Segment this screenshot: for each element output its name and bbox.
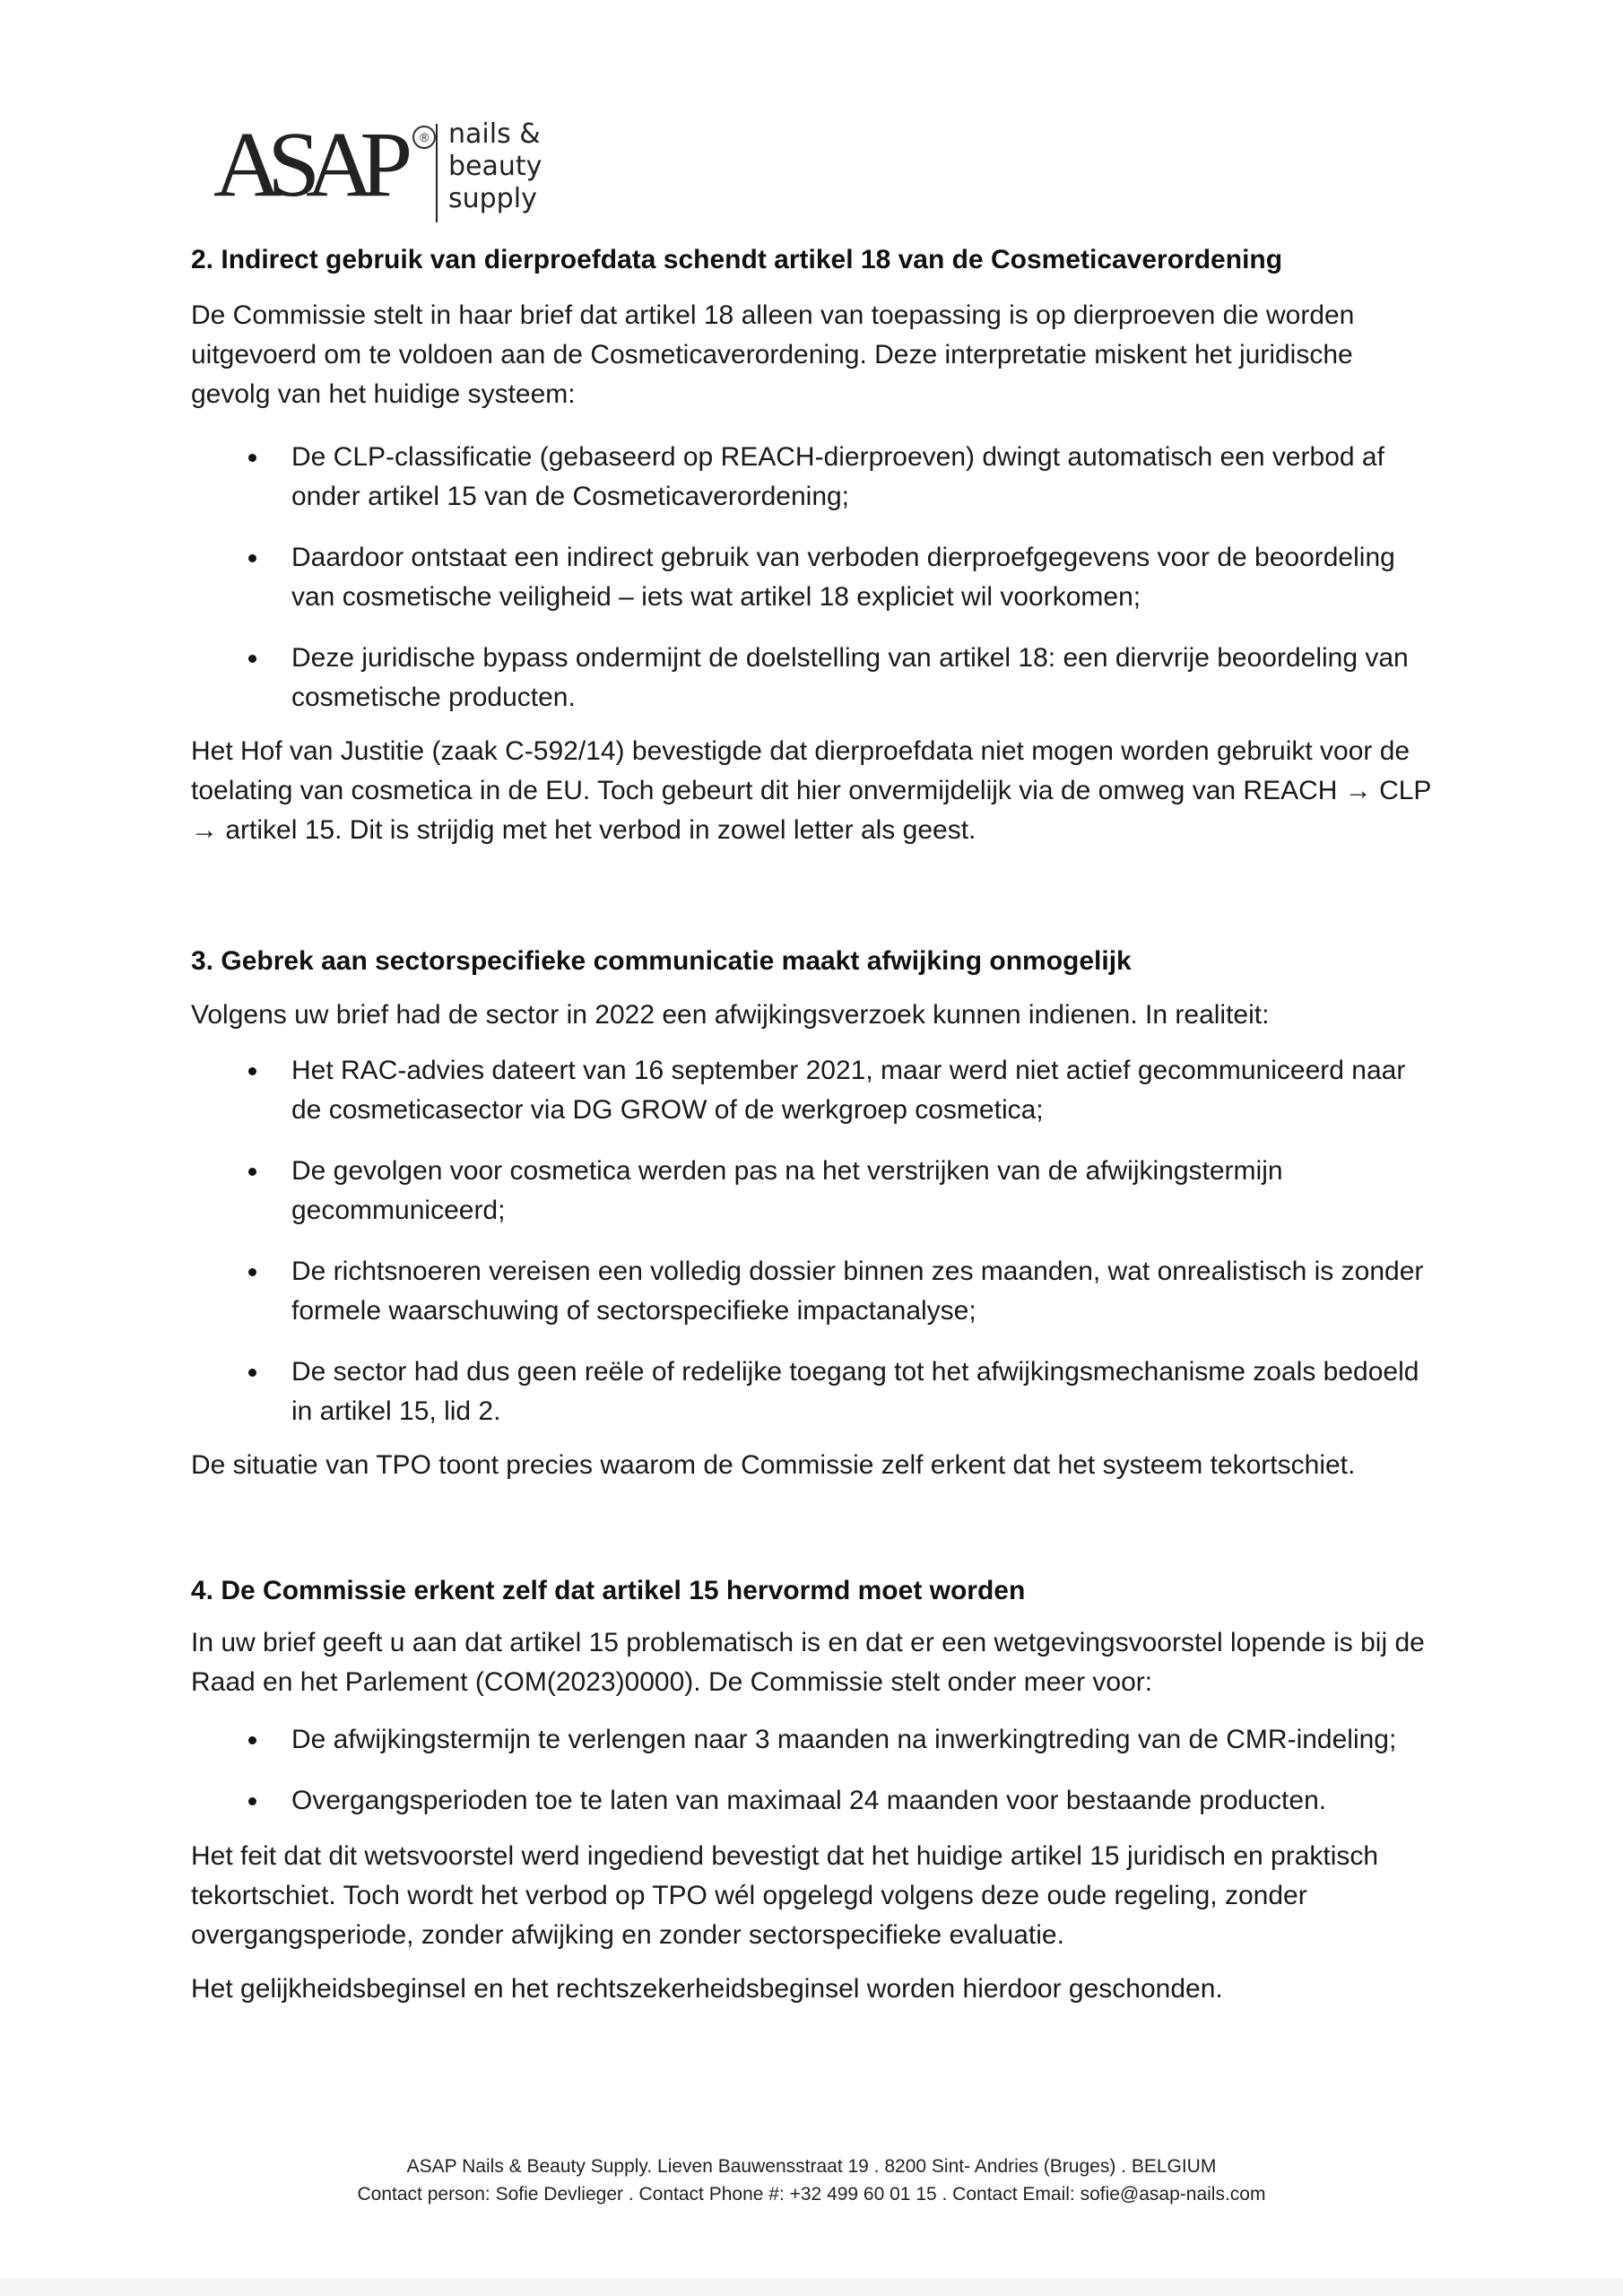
section-2-closing: Het Hof van Justitie (zaak C-592/14) bevestigde dat dierproefdata niet mogen worden gebruikt voor de toelating van cosmetica in de EU. Toch gebeurt dit hier onvermijdelijk via de omweg van REACH → CLP → artikel 15. Dit is strijdig met het verbod in zowel letter als geest. xyxy=(191,736,1431,845)
list-item: De richtsnoeren vereisen een volledig dossier binnen zes maanden, wat onrealistisch is zonder formele waarschuwing of sectorspecifieke impactanalyse; xyxy=(191,1252,1437,1331)
section-3-heading: 3. Gebrek aan sectorspecifieke communicatie maakt afwijking onmogelijk xyxy=(191,946,1132,976)
bullet-icon xyxy=(248,1369,256,1377)
list-item: Overgangsperioden toe te laten van maximaal 24 maanden voor bestaande producten. xyxy=(191,1781,1437,1821)
list-item: Het RAC-advies dateert van 16 september 2021, maar werd niet actief gecommuniceerd naar de cosmeticasector via DG GROW of de werkgroep cosmetica; xyxy=(191,1051,1437,1130)
section-3-list xyxy=(191,1051,1437,1431)
list-item: Deze juridische bypass ondermijnt de doelstelling van artikel 18: een diervrije beoordeling van cosmetische producten. xyxy=(191,639,1437,718)
section-4-conclusion: Het gelijkheidsbeginsel en het rechtszekerheidsbeginsel worden hierdoor geschonden. xyxy=(191,1974,1223,2004)
list-item: De CLP-classificatie (gebaseerd op REACH-dierproeven) dwingt automatisch een verbod af onder artikel 15 van de Cosmeticaverordening; xyxy=(191,438,1437,517)
section-2-heading: 2. Indirect gebruik van dierproefdata schendt artikel 18 van de Cosmeticaverordening xyxy=(191,245,1283,274)
section-4-intro: In uw brief geeft u aan dat artikel 15 problematisch is en dat er een wetgevingsvoorstel lopende is bij de Raad en het Parlement (COM(2023)0000). De Commissie stelt onder meer voor: xyxy=(191,1628,1425,1697)
list-item: De sector had dus geen reële of redelijke toegang tot het afwijkingsmechanisme zoals bedoeld in artikel 15, lid 2. xyxy=(191,1352,1437,1431)
bullet-icon xyxy=(248,1067,256,1075)
footer-address: ASAP Nails & Beauty Supply. Lieven Bauwensstraat 19 . 8200 Sint- Andries (Bruges) . BELGIUM xyxy=(406,2156,1217,2177)
logo-wordmark: ASAP xyxy=(213,113,398,216)
logo-tagline xyxy=(448,118,542,215)
registered-mark: ® xyxy=(412,126,436,149)
letter-footer xyxy=(0,2152,1623,2208)
logo-line: nails & xyxy=(448,118,541,150)
section-4-heading: 4. De Commissie erkent zelf dat artikel 15 hervormd moet worden xyxy=(191,1576,1026,1605)
logo-divider xyxy=(436,124,438,222)
footer-contact: Contact person: Sofie Devlieger . Contact Phone #: +32 499 60 01 15 . Contact Email: sofie@asap-nails.com xyxy=(357,2184,1266,2205)
logo-line: supply xyxy=(448,183,537,214)
list-item: De gevolgen voor cosmetica werden pas na het verstrijken van de afwijkingstermijn gecommuniceerd; xyxy=(191,1152,1437,1231)
list-item: De afwijkingstermijn te verlengen naar 3 maanden na inwerkingtreding van de CMR-indeling; xyxy=(191,1720,1437,1760)
section-3-intro: Volgens uw brief had de sector in 2022 een afwijkingsverzoek kunnen indienen. In realiteit: xyxy=(191,1000,1270,1030)
logo-line: beauty xyxy=(448,151,542,182)
bullet-icon xyxy=(248,655,256,663)
bullet-icon xyxy=(248,1168,256,1176)
section-4-list xyxy=(191,1720,1437,1821)
bullet-icon xyxy=(248,454,256,462)
bullet-icon xyxy=(248,1736,256,1744)
bullet-icon xyxy=(248,1797,256,1805)
letter-body xyxy=(191,242,1437,2009)
section-3-closing: De situatie van TPO toont precies waarom de Commissie zelf erkent dat het systeem tekortschiet. xyxy=(191,1450,1356,1480)
section-2-intro: De Commissie stelt in haar brief dat artikel 18 alleen van toepassing is op dierproeven die worden uitgevoerd om te voldoen aan de Cosmeticaverordening. Deze interpretatie miskent het juridische gevolg van het huidige systeem: xyxy=(191,300,1355,409)
list-item: Daardoor ontstaat een indirect gebruik van verboden dierproefgegevens voor de beoordeling van cosmetische veiligheid – iets wat artikel 18 expliciet wil voorkomen; xyxy=(191,538,1437,617)
section-4-closing: Het feit dat dit wetsvoorstel werd ingediend bevestigt dat het huidige artikel 15 juridisch en praktisch tekortschiet. Toch wordt het verbod op TPO wél opgelegd volgens deze oude regeling, zonder overgangsperiode, zonder afwijking en zonder sectorspecifieke evaluatie. xyxy=(191,1841,1379,1950)
bullet-icon xyxy=(248,1268,256,1276)
bullet-icon xyxy=(248,554,256,562)
section-2-list xyxy=(191,438,1437,718)
scan-edge xyxy=(0,2278,1623,2296)
